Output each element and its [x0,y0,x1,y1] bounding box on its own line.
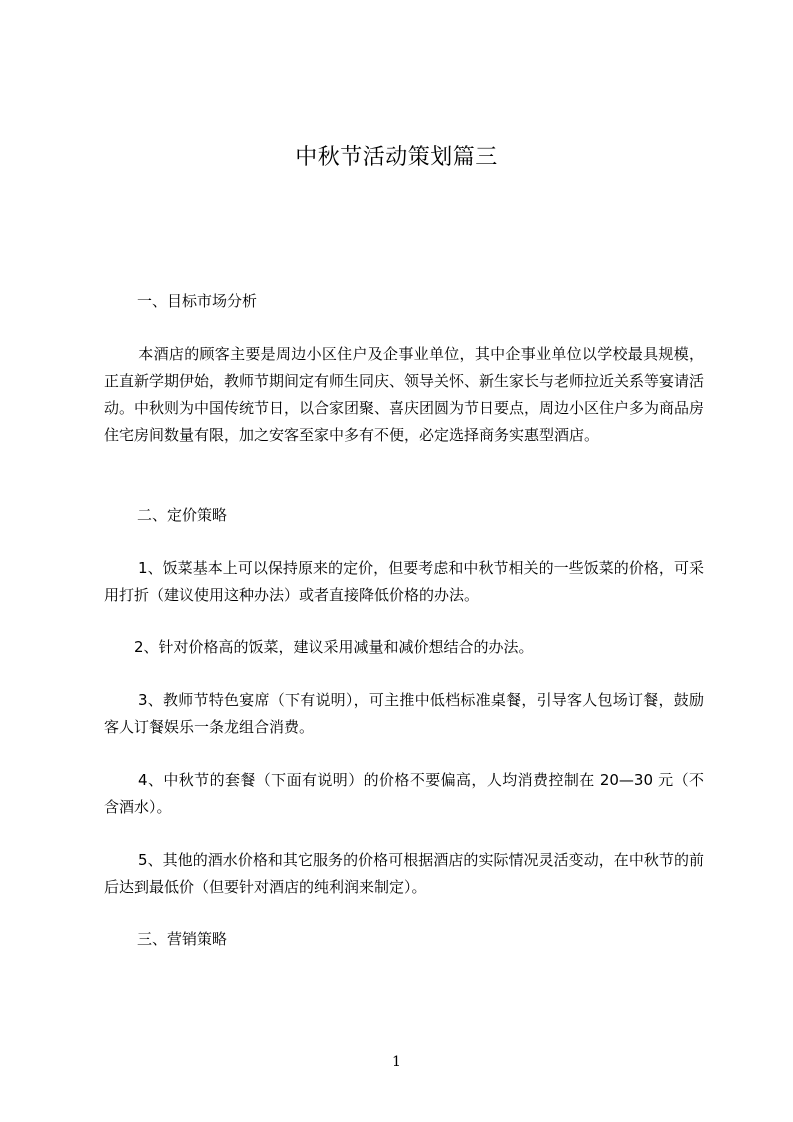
section-heading-target-market: 一、目标市场分析 [137,292,258,310]
pricing-item-3 [104,687,704,741]
pricing-item-1-text: 1、饭菜基本上可以保持原来的定价，但要考虑和中秋节相关的一些饭菜的价格，可采用打折（建议使用这种办法）或者直接降低价格的办法。 [104,559,704,604]
section-heading-pricing: 二、定价策略 [137,506,228,524]
paragraph-target-market-text: 本酒店的顾客主要是周边小区住户及企事业单位，其中企事业单位以学校最具规模，正直新学期伊始，教师节期间定有师生同庆、领导关怀、新生家长与老师拉近关系等宴请活动。中秋则为中国传统节日，以合家团聚、喜庆团圆为节日要点，周边小区住户多为商品房住宅房间数量有限，加之安客至家中多有不便，必定选择商务实惠型酒店。 [104,345,705,444]
pricing-item-3-text: 3、教师节特色宴席（下有说明），可主推中低档标准桌餐，引导客人包场订餐，鼓励客人订餐娱乐一条龙组合消费。 [104,691,704,736]
pricing-item-1 [104,555,704,609]
paragraph-target-market [104,341,704,449]
document-title: 中秋节活动策划篇三 [295,145,498,170]
pricing-item-5 [104,847,704,901]
section-heading-marketing: 三、营销策略 [137,930,228,948]
pricing-item-5-text: 5、其他的酒水价格和其它服务的价格可根据酒店的实际情况灵活变动，在中秋节的前后达到最低价（但要针对酒店的纯利润来制定）。 [104,851,704,896]
pricing-item-2-text: 2、针对价格高的饭菜，建议采用减量和减价想结合的办法。 [134,638,534,656]
pricing-item-2 [104,634,704,661]
pricing-item-4 [104,767,704,821]
pricing-item-4-text: 4、中秋节的套餐（下面有说明）的价格不要偏高，人均消费控制在 20—30 元（不含酒水）。 [104,771,704,816]
page-number: 1 [392,1054,401,1070]
